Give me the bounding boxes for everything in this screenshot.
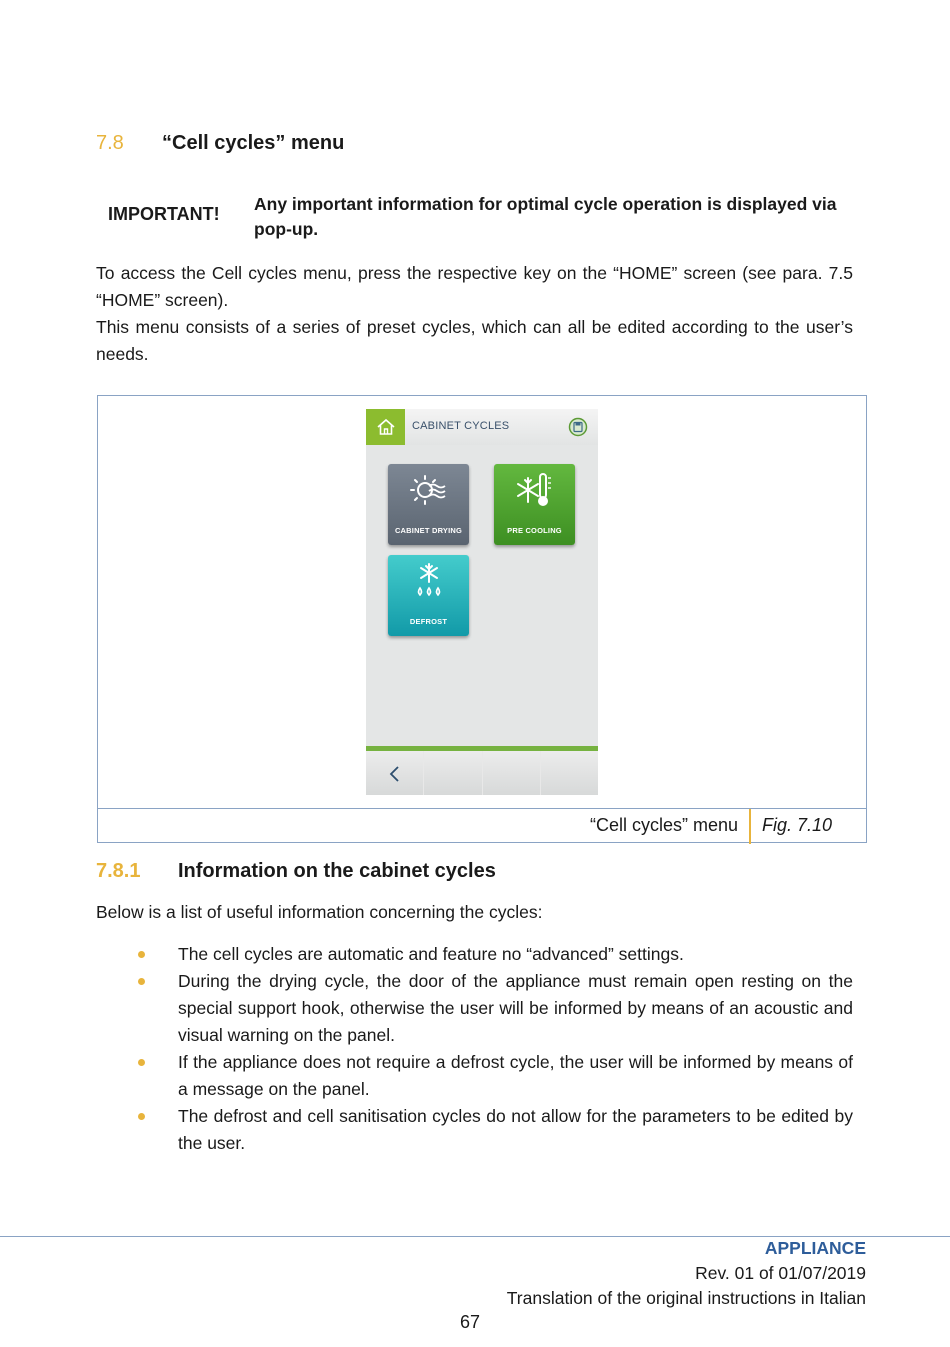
chevron-left-icon — [388, 765, 400, 783]
caption-divider — [749, 809, 751, 844]
bullet-icon — [138, 1059, 145, 1066]
list-item — [96, 1049, 853, 1103]
list-item-text: If the appliance does not require a defrost cycle, the user will be informed by means of a message on the panel. — [178, 1052, 853, 1099]
bullet-icon — [138, 978, 145, 985]
list-item — [96, 968, 853, 1049]
screen-header — [366, 409, 598, 445]
footer-brand: APPLIANCE — [764, 1238, 866, 1258]
figure-caption-row — [98, 808, 866, 843]
back-button[interactable] — [366, 751, 424, 795]
pre-cooling-tile[interactable] — [494, 464, 575, 545]
subsection-heading — [96, 858, 496, 884]
figure-caption: “Cell cycles” menu — [589, 815, 738, 835]
screen-footer — [366, 751, 598, 795]
important-note — [96, 192, 856, 242]
footer-slot — [424, 751, 482, 795]
section-number: 7.8 — [96, 131, 124, 154]
screen-title: CABINET CYCLES — [412, 420, 510, 432]
figure-box — [97, 395, 867, 843]
tile-label: CABINET DRYING — [394, 526, 463, 535]
list-item-text: During the drying cycle, the door of the appliance must remain open resting on the special support hook, otherwise the user will be informed by means of an acoustic and visual warning on the panel. — [178, 971, 853, 1045]
section-title: “Cell cycles” menu — [162, 131, 345, 154]
page-number: 67 — [460, 1312, 481, 1332]
section-heading — [96, 130, 344, 156]
defrost-icon — [410, 561, 448, 601]
footer-rule — [0, 1236, 950, 1237]
home-button[interactable] — [366, 409, 405, 445]
paragraph-menu: This menu consists of a series of preset cycles, which can all be edited according to the user’s needs. — [96, 317, 853, 364]
bullet-icon — [138, 1113, 145, 1120]
footer-slot — [483, 751, 541, 795]
paragraph-access: To access the Cell cycles menu, press the respective key on the “HOME” screen (see para. 7.5 “HOME” screen). — [96, 263, 853, 310]
cabinet-drying-tile[interactable] — [388, 464, 469, 545]
bullet-icon — [138, 951, 145, 958]
tile-label: PRE COOLING — [507, 526, 562, 535]
footer-translation: Translation of the original instructions in Italian — [506, 1288, 866, 1308]
list-item-text: The defrost and cell sanitisation cycles do not allow for the parameters to be edited by the user. — [178, 1106, 853, 1153]
save-icon[interactable] — [568, 417, 588, 437]
footer-revision: Rev. 01 of 01/07/2019 — [695, 1263, 866, 1283]
defrost-tile[interactable] — [388, 555, 469, 636]
footer-slot — [541, 751, 598, 795]
figure-number: Fig. 7.10 — [762, 815, 833, 835]
list-item-text: The cell cycles are automatic and feature no “advanced” settings. — [178, 944, 684, 964]
snowflake-thermometer-icon — [516, 470, 554, 510]
list-item — [96, 1103, 853, 1157]
list-intro: Below is a list of useful information concerning the cycles: — [96, 902, 543, 922]
list-item — [96, 941, 853, 968]
device-screen — [366, 409, 598, 795]
important-label: IMPORTANT! — [108, 204, 220, 224]
subsection-number: 7.8.1 — [96, 859, 141, 882]
important-text: Any important information for optimal cycle operation is displayed via pop-up. — [254, 194, 837, 239]
drying-icon — [410, 470, 448, 510]
bullet-list — [96, 941, 853, 1157]
home-icon — [376, 418, 396, 436]
tile-label: DEFROST — [409, 617, 448, 626]
subsection-title: Information on the cabinet cycles — [178, 859, 496, 882]
